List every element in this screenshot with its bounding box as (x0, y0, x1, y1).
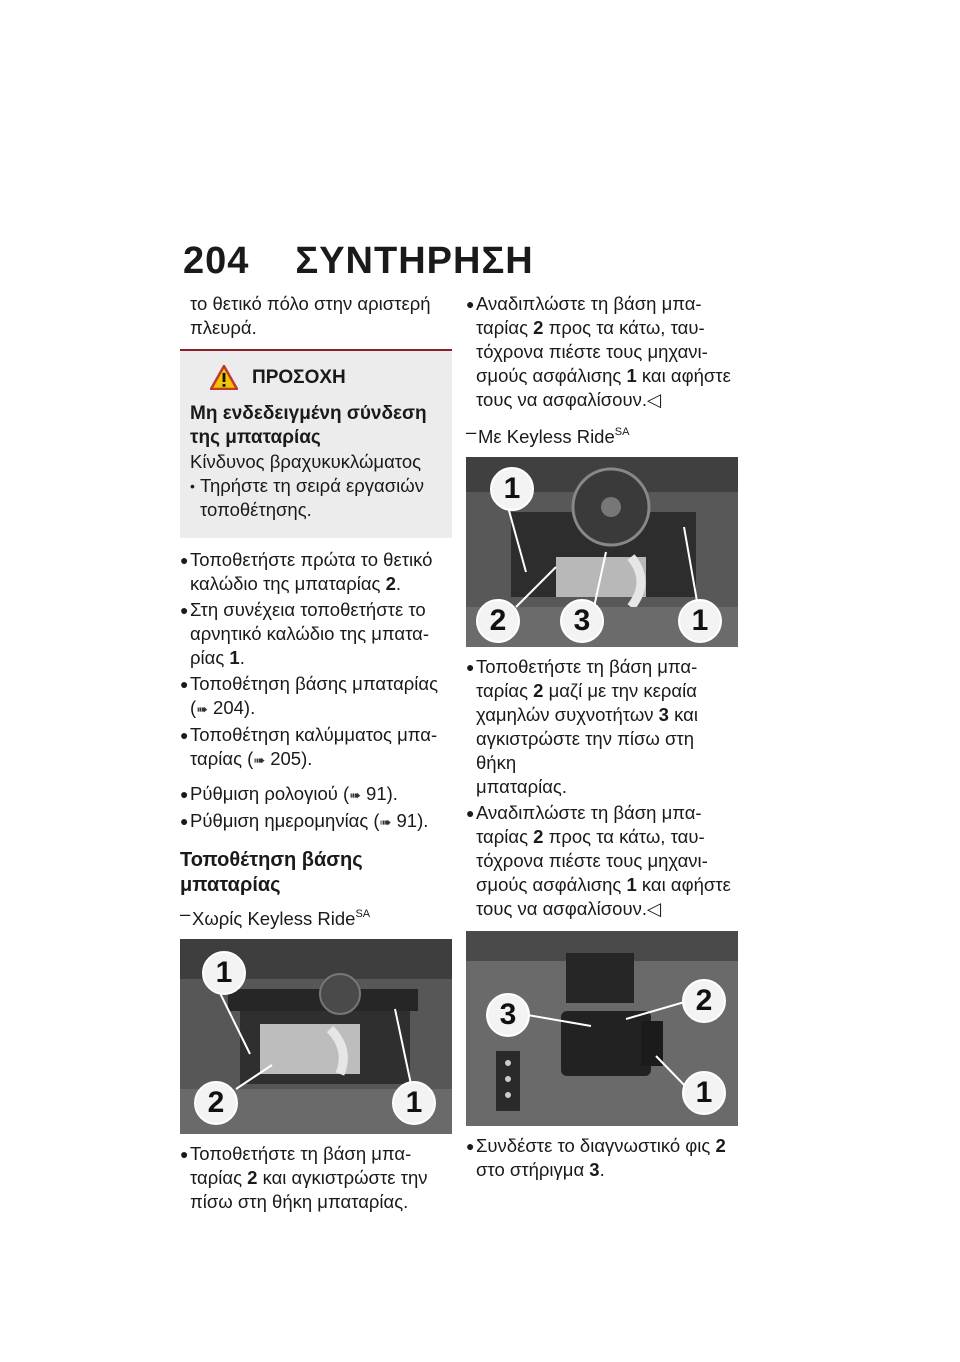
callout-label: 1 (678, 599, 722, 643)
warning-heading: της μπαταρίας (190, 427, 321, 448)
figure-battery-holder (180, 939, 452, 1134)
variant-line: – Με Keyless Ride$^{SA}$ (466, 421, 630, 447)
step-item: ● Τοποθέτηση βάσης μπαταρίας (➠ 204). (180, 673, 439, 718)
callout-label: 1 (202, 951, 246, 995)
page-ref-arrow-icon: ➠ (253, 752, 266, 768)
variant-line: – Χωρίς Keyless Ride$^{SA}$ (180, 903, 371, 929)
page-number: 204 (183, 240, 250, 282)
step-item: ● Τοποθετήστε τη βάση μπα- ταρίας 2 και αγκιστρώστε την πίσω στη θήκη μπαταρίας. (180, 1143, 428, 1212)
chapter-title: ΣΥΝΤΗΡΗΣΗ (295, 240, 534, 282)
intro-line: το θετικό πόλο στην αριστερή (190, 293, 431, 314)
callout-label: 2 (476, 599, 520, 643)
step-item: ● Τοποθετήστε τη βάση μπα- ταρίας 2 μαζί με την κεραία χαμηλών συχνοτήτων 3 και αγκιστρώστε την πίσω στη θήκη μπαταρίας. (466, 656, 698, 797)
callout-label: 3 (486, 993, 530, 1037)
page-ref-arrow-icon: ➠ (196, 701, 208, 717)
warning-triangle-icon (210, 365, 238, 390)
page-ref-arrow-icon: ➠ (379, 814, 392, 830)
right-column (466, 292, 738, 1184)
page-ref-link[interactable]: 204 (213, 697, 244, 718)
page-ref-link[interactable]: 91 (366, 783, 387, 804)
warning-box (180, 351, 452, 538)
left-column (180, 292, 452, 1216)
callout-label: 1 (490, 467, 534, 511)
step-item: ● Συνδέστε το διαγνωστικό φις 2 στο στήριγμα 3. (466, 1135, 726, 1180)
callout-label: 1 (392, 1081, 436, 1125)
warning-label: ΠΡΟΣΟΧΗ (252, 366, 346, 388)
warning-bullet: • Τηρήστε τη σειρά εργασιών τοποθέτησης. (190, 475, 424, 520)
callout-label: 3 (560, 599, 604, 643)
page-ref-link[interactable]: 205 (270, 748, 302, 769)
intro-line: πλευρά. (190, 317, 257, 338)
figure-battery-holder-keyless (466, 457, 738, 647)
warning-heading: Μη ενδεδειγμένη σύνδεση (190, 403, 427, 424)
callout-label: 1 (682, 1071, 726, 1115)
step-item: ● Τοποθέτηση καλύμματος μπα- ταρίας (➠ 205). (180, 724, 438, 769)
step-item: ● Ρύθμιση ημερομηνίας (➠ 91). (180, 810, 429, 831)
step-item: ● Τοποθετήστε πρώτα το θετικό καλώδιο της μπαταρίας 2. (180, 549, 433, 594)
page-ref-link[interactable]: 91 (396, 810, 418, 831)
end-marker-icon: ◁ (646, 898, 662, 919)
page-ref-arrow-icon: ➠ (349, 787, 361, 803)
step-item: ● Αναδιπλώστε τη βάση μπα- ταρίας 2 προς τα κάτω, ταυ- τόχρονα πιέστε τους μηχανι- σμούς ασφάλισης 1 και αφήστε τους να ασφαλίσουν.◁ (466, 802, 731, 919)
step-item: ● Στη συνέχεια τοποθετήστε το αρνητικό καλώδιο της μπατα- ρίας 1. (180, 599, 430, 668)
page-header (183, 240, 534, 283)
step-item: ● Ρύθμιση ρολογιού (➠ 91). (180, 783, 398, 804)
warning-text: Κίνδυνος βραχυκυκλώματος (190, 451, 422, 472)
callout-label: 2 (194, 1081, 238, 1125)
step-item: ● Αναδιπλώστε τη βάση μπα- ταρίας 2 προς τα κάτω, ταυ- τόχρονα πιέστε τους μηχανι- σμούς ασφάλισης 1 και αφήστε τους να ασφαλίσουν.◁ (466, 293, 731, 410)
end-marker-icon: ◁ (646, 389, 662, 410)
callout-label: 2 (682, 979, 726, 1023)
section-heading: Τοποθέτηση βάσης μπαταρίας (180, 849, 363, 896)
warning-title (210, 365, 442, 390)
figure-diagnostic-plug (466, 931, 738, 1126)
